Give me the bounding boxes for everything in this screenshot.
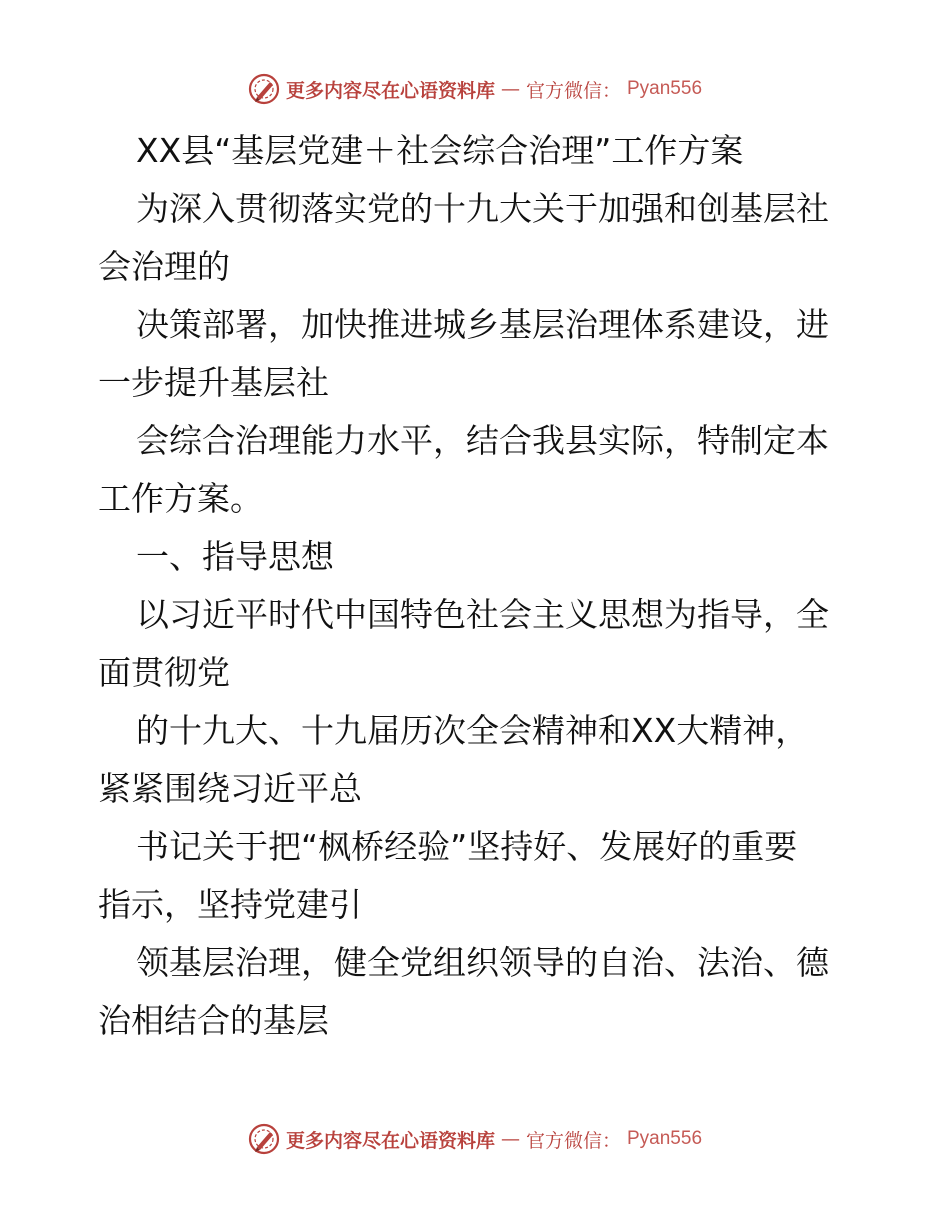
- text-line: 一步提升基层社: [98, 363, 329, 402]
- text-line: 面贯彻党: [98, 653, 230, 692]
- watermark-wechat-id: Pyan556: [627, 78, 703, 99]
- text-line: 会综合治理能力水平，结合我县实际，特制定本: [136, 421, 829, 460]
- watermark-text: 更多内容尽在心语资料库: [285, 1129, 495, 1152]
- watermark-wechat-id: Pyan556: [627, 1128, 703, 1149]
- document-body: [98, 122, 858, 1050]
- text-line: 紧紧围绕习近平总: [98, 769, 362, 808]
- watermark-separator: —: [500, 1128, 520, 1150]
- text-line: 书记关于把“枫桥经验”坚持好、发展好的重要: [136, 827, 798, 866]
- header-watermark: [0, 73, 950, 105]
- text-line: 领基层治理，健全党组织领导的自治、法治、德: [136, 943, 829, 982]
- footer-watermark: [0, 1123, 950, 1155]
- pen-logo-icon: [248, 73, 280, 105]
- text-line: 工作方案。: [98, 479, 263, 518]
- pen-logo-icon: [248, 1123, 280, 1155]
- text-line: 治相结合的基层: [98, 1001, 329, 1040]
- watermark-wechat-label: 官方微信：: [525, 1129, 621, 1152]
- watermark-text: 更多内容尽在心语资料库: [285, 79, 495, 102]
- text-line: 的十九大、十九届历次全会精神和XX大精神，: [136, 711, 809, 750]
- text-line: 指示，坚持党建引: [98, 885, 362, 924]
- text-line: 决策部署，加快推进城乡基层治理体系建设，进: [136, 305, 829, 344]
- section-heading: 一、指导思想: [136, 537, 334, 576]
- text-line: 会治理的: [98, 247, 230, 286]
- text-line: 为深入贯彻落实党的十九大关于加强和创基层社: [136, 189, 829, 228]
- text-line: 以习近平时代中国特色社会主义思想为指导，全: [136, 595, 829, 634]
- watermark-separator: —: [500, 78, 520, 100]
- document-title: XX县“基层党建＋社会综合治理”工作方案: [136, 131, 744, 170]
- watermark-wechat-label: 官方微信：: [525, 79, 621, 102]
